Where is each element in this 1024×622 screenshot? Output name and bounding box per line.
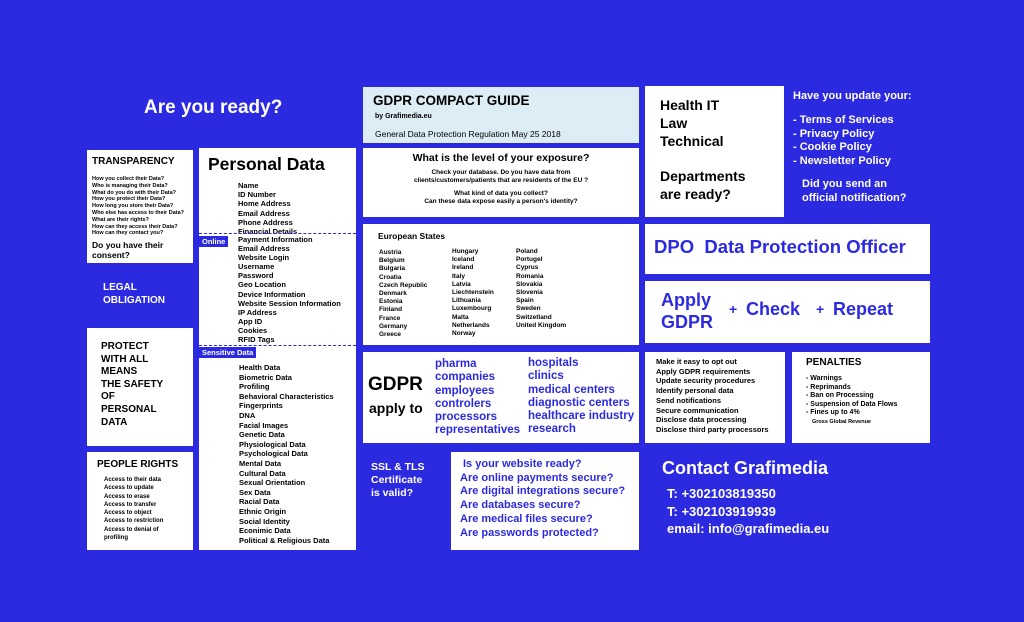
departments-box [645, 86, 784, 217]
optout-item: Identify personal data [656, 386, 734, 396]
transparency-box [87, 150, 193, 263]
plus-sign: + [816, 301, 825, 317]
personal-data-box [199, 148, 356, 550]
eu-state: Slovenia [516, 289, 543, 297]
basic-data-list [238, 181, 297, 236]
protect-line: WITH ALL [101, 353, 149, 365]
sensitive-data-item: Sex Data [239, 487, 271, 497]
basic-data-item: Email Address [238, 208, 290, 218]
contact-phone-1[interactable]: T: +302103819350 [667, 486, 776, 501]
sensitive-data-item: Facial Images [239, 420, 289, 430]
eu-state: Greece [379, 331, 402, 339]
website-question: Are digital integrations secure? [460, 485, 626, 498]
eu-state: Iceland [452, 256, 475, 264]
notification-line: official notification? [802, 191, 907, 204]
website-question: Are online payments secure? [460, 471, 614, 484]
apply-target: diagnostic centers [528, 396, 630, 409]
basic-data-item: Financial Details [238, 227, 298, 237]
protect-line: PROTECT [101, 341, 149, 352]
eu-state: Netherlands [452, 321, 490, 329]
transparency-question: What do you do with their Data? [92, 189, 177, 196]
online-data-item: App ID [238, 316, 263, 326]
apply-target: companies [435, 371, 496, 384]
eu-state: Spain [516, 297, 534, 305]
check-word: Check [746, 299, 801, 319]
apply-target: employees [435, 384, 495, 397]
contact-title: Contact Grafimedia [662, 458, 829, 478]
are-you-ready-heading: Are you ready? [144, 97, 283, 118]
optout-item: Apply GDPR requirements [656, 366, 751, 376]
protect-line: OF [101, 391, 115, 403]
plus-sign: + [729, 301, 738, 317]
people-rights-box [87, 452, 193, 550]
eu-state: Poland [516, 248, 538, 255]
penalty-item: - Ban on Processing [806, 392, 874, 400]
sensitive-data-item: Political & Religious Data [239, 535, 330, 545]
ssl-line: is valid? [371, 486, 414, 499]
sensitive-divider [199, 345, 356, 346]
optout-item: Secure communication [656, 405, 739, 415]
optout-box [645, 352, 785, 443]
online-data-item: Cookies [238, 325, 268, 335]
legal-obligation [103, 281, 165, 307]
sensitive-label: Sensitive Data [199, 347, 256, 358]
apply-target: healthcare industry [528, 410, 635, 423]
people-right-item: Access to their data [104, 477, 162, 483]
online-data-item: Email Address [238, 244, 290, 254]
transparency-question: Who else has access to their Data? [92, 209, 185, 216]
update-item: - Newsletter Policy [793, 154, 891, 167]
exposure-title: What is the level of your exposure? [412, 152, 590, 164]
sensitive-data-item: Econimic Data [239, 526, 291, 536]
eu-state: Hungary [452, 248, 479, 255]
eu-state: Estonia [379, 298, 403, 306]
sensitive-data-item: Ethnic Origin [239, 506, 287, 516]
eu-state: Ireland [452, 264, 474, 272]
eu-state: Norway [452, 330, 476, 338]
eu-state: Sweden [516, 305, 541, 313]
guide-box [363, 87, 639, 143]
exposure-line: Check your database. Do you have data from [431, 169, 571, 176]
penalty-item: - Warnings [806, 375, 842, 382]
consent-question [92, 240, 193, 260]
apply-target: processors [435, 411, 498, 424]
exposure-box [363, 148, 639, 217]
gdpr-word: GDPR [368, 374, 423, 395]
penalty-item: - Suspension of Data Flows [806, 400, 898, 408]
apply-target: research [528, 423, 576, 436]
optout-item: Update security procedures [656, 376, 756, 386]
online-data-item: Website Session Information [238, 298, 341, 308]
sensitive-data-item: DNA [239, 410, 256, 420]
eu-col-1 [379, 249, 427, 339]
dept-law: Law [660, 115, 688, 131]
eu-state: Latvia [452, 280, 471, 288]
ssl-line: SSL & TLS [371, 461, 425, 473]
website-question: Are medical files secure? [460, 512, 593, 525]
notification-question [802, 178, 907, 205]
update-item: - Cookie Policy [793, 141, 872, 153]
consent-line: Do you have their [92, 240, 164, 251]
optout-list [656, 357, 785, 435]
transparency-question: What are their rights? [92, 216, 149, 223]
people-right-item: Access to update [104, 485, 154, 492]
sensitive-data-item: Social Identity [239, 516, 290, 526]
basic-data-item: Phone Address [238, 217, 293, 227]
eu-states-title: European States [378, 231, 446, 241]
people-right-item: Access to object [104, 510, 152, 517]
update-title: Have you update your: [793, 90, 912, 102]
exposure-line: What kind of data you collect? [454, 190, 548, 197]
eu-state: Czech Republic [379, 281, 428, 289]
eu-state: Bulgaria [379, 265, 406, 273]
eu-col-2 [452, 248, 494, 338]
website-list [460, 458, 625, 540]
eu-state: Germany [379, 322, 408, 330]
eu-state: Malta [452, 313, 469, 321]
personal-data-title: Personal Data [208, 154, 325, 174]
protect-line: PERSONAL [101, 403, 157, 415]
legal-line: OBLIGATION [103, 295, 166, 306]
sensitive-data-item: Behavioral Characteristics [239, 391, 334, 401]
penalty-note: Gross Global Revenue [812, 418, 871, 425]
contact-phone-2[interactable]: T: +302103919939 [667, 503, 776, 519]
notification-line: Did you send an [802, 178, 887, 190]
online-data-item: Device Information [238, 289, 306, 299]
sensitive-data-item: Biometric Data [239, 372, 292, 382]
sensitive-data-list [239, 363, 334, 545]
online-data-item: Payment Information [238, 235, 313, 244]
eu-state: France [379, 314, 401, 322]
transparency-questions [92, 176, 193, 237]
optout-item: Make it easy to opt out [656, 357, 737, 366]
sensitive-data-item: Health Data [239, 363, 281, 372]
gdpr-apply-box [363, 352, 639, 443]
penalties-title: PENALTIES [806, 357, 862, 368]
apply-col-2 [528, 357, 634, 437]
online-data-item: Password [238, 271, 274, 281]
contact-email[interactable]: email: info@grafimedia.eu [667, 521, 830, 536]
apply-target: representatives [435, 424, 521, 437]
penalties-list [806, 375, 930, 418]
apply-target: medical centers [528, 383, 615, 396]
exposure-line: Can these data expose easily a person's identity? [424, 198, 578, 205]
sensitive-data-item: Cultural Data [239, 468, 286, 478]
apply-gdpr [661, 289, 713, 333]
update-item: - Terms of Services [793, 114, 894, 126]
website-question: Is your website ready? [463, 458, 582, 470]
protect-line: DATA [101, 416, 128, 428]
update-list [793, 114, 894, 168]
people-right-item: Access to erase [104, 493, 150, 500]
legal-line: LEGAL [103, 282, 137, 293]
optout-item: Disclose third party processors [656, 424, 769, 434]
eu-col-3 [516, 248, 566, 330]
apply-box [645, 281, 930, 343]
online-data-item: Geo Location [238, 280, 286, 290]
transparency-question: How you protect their Data? [92, 196, 166, 203]
transparency-question: How can they contact you? [92, 230, 164, 237]
dpo-box [645, 224, 930, 274]
eu-state: Belgium [379, 257, 405, 265]
website-question: Are databases secure? [460, 499, 581, 512]
people-right-item: Access to transfer [104, 501, 157, 508]
basic-data-item: Name [238, 181, 259, 190]
apply-target: hospitals [528, 357, 579, 369]
online-data-item: IP Address [238, 307, 277, 317]
transparency-question: Who is managing their Data? [92, 182, 168, 189]
optout-item: Disclose data processing [656, 415, 747, 425]
apply-line: GDPR [661, 312, 714, 332]
sensitive-data-item: Psychological Data [239, 449, 308, 459]
eu-state: Denmark [379, 290, 407, 298]
protect-box [87, 328, 193, 446]
penalty-item: - Reprimands [806, 383, 851, 391]
online-data-list [238, 235, 341, 344]
people-rights-list [97, 476, 193, 542]
eu-state: Slovakia [516, 280, 543, 288]
protect-line: MEANS [101, 366, 138, 378]
penalty-item: - Fines up to 4% [806, 409, 860, 417]
online-data-item: Website Login [238, 253, 290, 263]
protect-text [101, 341, 193, 429]
eu-state: United Kingdom [516, 321, 567, 329]
basic-data-item: Home Address [238, 199, 291, 209]
sensitive-data-item: Profiling [239, 382, 270, 392]
eu-state: Portugel [516, 256, 543, 264]
online-data-item: RFID Tags [238, 335, 275, 345]
transparency-title: TRANSPARENCY [92, 156, 175, 167]
eu-state: Romania [516, 272, 544, 280]
guide-title: GDPR COMPACT GUIDE [373, 93, 530, 108]
eu-states-box [363, 224, 639, 345]
ssl-question [371, 461, 424, 499]
dpo-title: DPO Data Protection Officer [654, 236, 906, 257]
apply-line: Apply [661, 290, 712, 310]
people-right-item: Access to denial of [104, 526, 159, 533]
transparency-question: How you collect their Data? [92, 176, 165, 182]
eu-state: Austria [379, 249, 402, 256]
basic-data-item: ID Number [238, 190, 276, 200]
sensitive-data-item: Racial Data [239, 497, 280, 507]
eu-state: Luxembourg [452, 305, 492, 313]
sensitive-data-item: Genetic Data [239, 430, 285, 440]
exposure-line: clients/customers/patients that are residents of the EU ? [413, 177, 589, 184]
online-data-item: Username [238, 262, 275, 272]
protect-line: THE SAFETY [101, 378, 164, 390]
sensitive-data-item: Fingerprints [239, 401, 283, 411]
people-right-item: Access to restriction [104, 518, 164, 525]
apply-target: pharma [435, 358, 477, 370]
apply-target: clinics [528, 370, 564, 383]
consent-line: consent? [92, 250, 130, 261]
guide-regulation: General Data Protection Regulation May 25 2018 [375, 129, 561, 139]
eu-state: Switzetland [516, 313, 552, 321]
eu-state: Finland [379, 306, 403, 314]
transparency-question: How long you store their Data? [92, 203, 174, 210]
ssl-line: Certificate [371, 473, 423, 486]
penalties-box [792, 352, 930, 443]
sensitive-data-item: Sexual Orientation [239, 478, 306, 488]
people-right-item: profiling [104, 535, 128, 542]
eu-state: Liechtenstein [452, 289, 494, 297]
eu-state: Croatia [379, 273, 402, 281]
dept-question-2: are ready? [660, 186, 731, 202]
dept-question-1: Departments [660, 168, 746, 184]
eu-state: Italy [452, 272, 466, 280]
optout-item: Send notifications [656, 395, 722, 405]
sensitive-data-item: Physiological Data [239, 439, 306, 449]
apply-col-1 [435, 358, 520, 438]
eu-state: Cyprus [516, 264, 539, 272]
online-label: Online [199, 236, 228, 247]
website-box [451, 452, 639, 550]
repeat-word: Repeat [833, 299, 894, 319]
transparency-question: How can they access their Data? [92, 223, 178, 230]
apply-target: controlers [435, 397, 492, 410]
eu-state: Lithuania [452, 297, 481, 305]
update-item: - Privacy Policy [793, 127, 875, 140]
contact-details [667, 485, 829, 538]
apply-to-word: apply to [369, 400, 423, 416]
website-question: Are passwords protected? [460, 526, 599, 539]
dept-health-it: Health IT [660, 97, 720, 113]
sensitive-data-item: Mental Data [239, 458, 282, 468]
online-divider [199, 233, 356, 234]
guide-by: by Grafimedia.eu [375, 113, 432, 120]
dept-technical: Technical [660, 133, 724, 149]
people-rights-title: PEOPLE RIGHTS [97, 459, 179, 470]
